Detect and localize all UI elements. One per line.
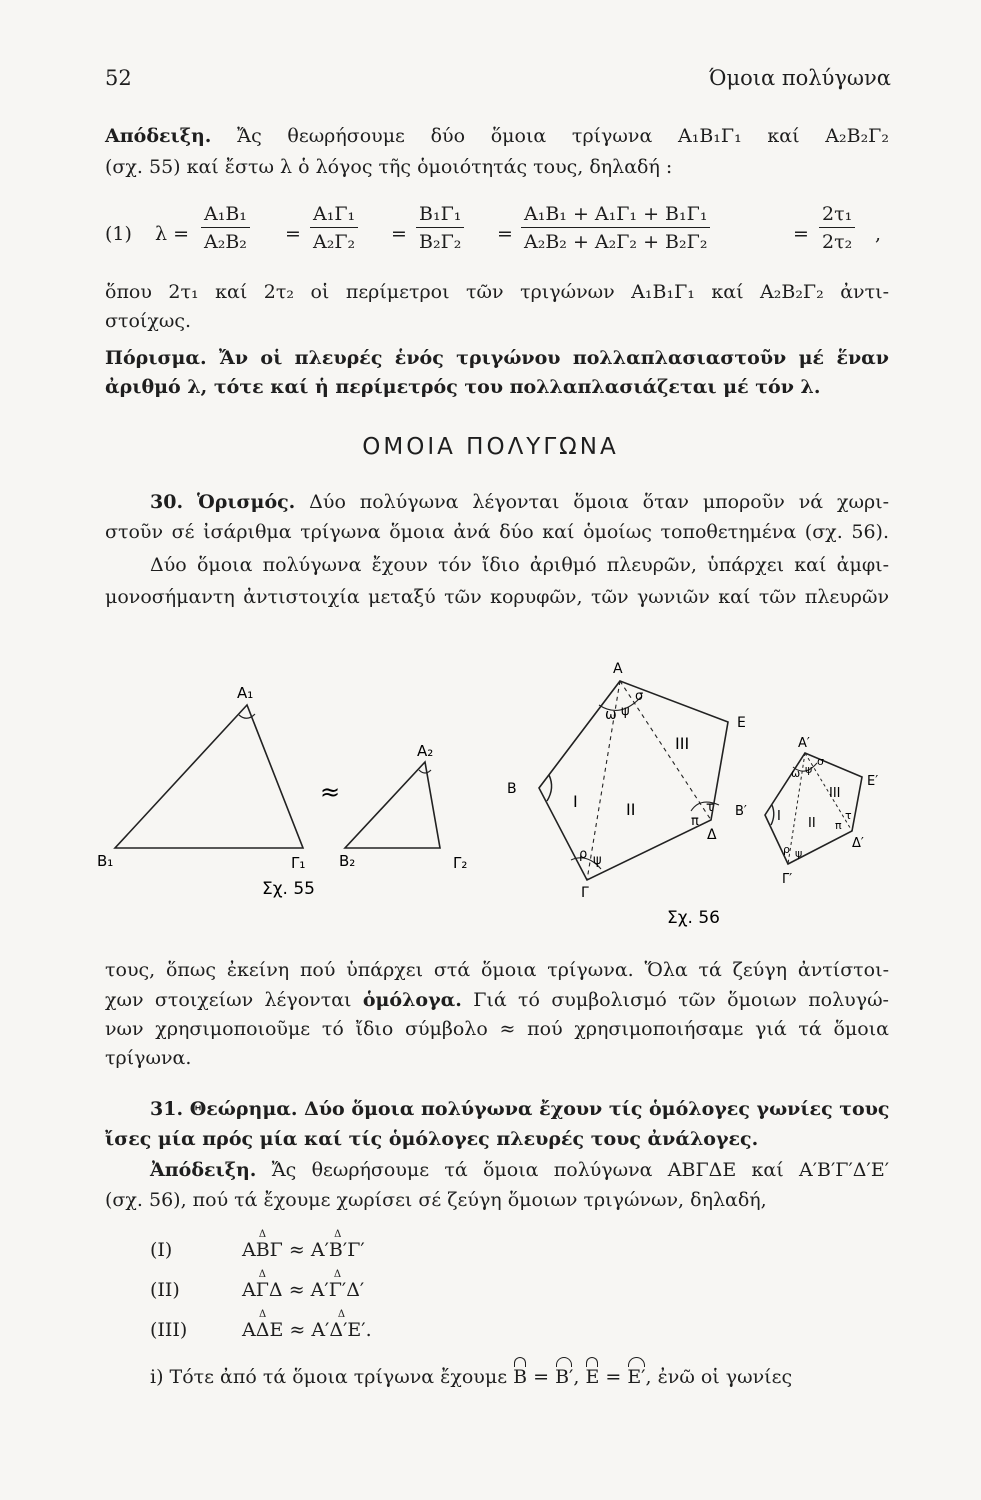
definition-text: Δύο πολύγωνα λέγονται ὅμοια ὅταν μποροῦν νά χωρι- xyxy=(309,491,889,513)
equals-sign: = xyxy=(285,223,301,245)
label-g1: Γ₁ xyxy=(291,854,306,872)
continuation-line3: νων χρησιμοποιοῦμε τό ἴδιο σύμβολο ≈ πού χρησιμοποιήσαμε γιά τά ὅμοια xyxy=(105,1018,889,1040)
angle-sigma: σ xyxy=(817,755,824,768)
continuation-line2: χων στοιχείων λέγονται ὁμόλογα. Γιά τό συμβολισμό τῶν ὅμοιων πολυγώ- xyxy=(105,989,889,1011)
fraction: $\frac{\text{Β₁Γ₁}}{\text{Β₂Γ₂}}$ xyxy=(416,203,464,253)
label-a1: Α₁ xyxy=(237,684,254,702)
proof2-label: Ἀπόδειξη. xyxy=(150,1159,257,1181)
continuation-line4: τρίγωνα. xyxy=(105,1047,192,1069)
angle-b: Β xyxy=(513,1366,528,1388)
angle-b-prime: Β′ xyxy=(555,1366,574,1388)
final-line: i) Τότε ἀπό τά ὅμοια τρίγωνα ἔχουμε Β = Β′, Ε = Ε′, ἐνῶ οἱ γωνίες xyxy=(150,1366,793,1388)
proof1-text: Ἄς θεωρήσουμε δύο ὅμοια τρίγωνα Α₁Β₁Γ₁ καί Α₂Β₂Γ₂ xyxy=(237,125,889,147)
proof1-line2: (σχ. 55) καί ἔστω λ ὁ λόγος τῆς ὁμοιότητάς τους, δηλαδή : xyxy=(105,156,673,178)
theorem-label: Θεώρημα. xyxy=(189,1098,298,1120)
label-e-prime: Ε′ xyxy=(867,774,879,789)
figure-56 xyxy=(495,655,895,935)
region-iii: ΙΙΙ xyxy=(675,734,690,753)
angle-arc xyxy=(547,775,552,801)
angle-arc xyxy=(691,802,719,811)
equals-sign: = xyxy=(497,223,513,245)
label-g-prime: Γ′ xyxy=(782,872,793,887)
region-i-prime: Ι xyxy=(777,809,781,824)
diagonal xyxy=(539,681,620,788)
equals-sign: = xyxy=(391,223,407,245)
label-d: Δ xyxy=(707,827,717,843)
label-g: Γ xyxy=(581,885,589,901)
definition-line1 xyxy=(150,490,889,514)
page-header xyxy=(105,66,891,96)
fraction: $\frac{\text{2τ₁}}{\text{2τ₂}}$ xyxy=(819,203,855,253)
similarity-sign: ≈ xyxy=(320,778,341,806)
label-e: Ε xyxy=(737,715,746,731)
angle-arc xyxy=(419,770,431,773)
after-formula-line2: στοίχως. xyxy=(105,310,192,332)
label-a-prime: Α′ xyxy=(798,736,810,751)
angle-rho: ρ xyxy=(579,847,588,862)
angle-psi: ψ xyxy=(621,704,630,719)
triangle-a1b1g1 xyxy=(115,705,303,848)
proof1-label: Απόδειξη. xyxy=(105,125,212,147)
angle-omega: ω xyxy=(605,707,617,723)
label-g2: Γ₂ xyxy=(453,854,468,872)
equals-sign: = xyxy=(793,223,809,245)
angle-tau: τ xyxy=(845,809,852,822)
formula-lambda: λ = xyxy=(155,223,190,245)
continuation-line1: τους, ὅπως ἐκείνη πού ὑπάρχει στά ὅμοια τρίγωνα. Ὅλα τά ζεύγη ἀντίστοι- xyxy=(105,959,889,981)
angle-rho: ρ xyxy=(783,843,790,856)
diagonal xyxy=(765,753,805,815)
definition-line3: Δύο ὅμοια πολύγωνα ἔχουν τόν ἴδιο ἀριθμό πλευρῶν, ὑπάρχει καί ἀμφι- xyxy=(150,554,889,576)
theorem-text: Δύο ὅμοια πολύγωνα ἔχουν τίς ὁμόλογες γωνίες τους xyxy=(304,1098,890,1120)
angle-arc xyxy=(771,805,774,825)
angle-psi: ψ xyxy=(593,853,602,868)
region-i: Ι xyxy=(573,792,578,811)
ratio-formula xyxy=(105,203,905,265)
fraction: $\frac{\text{Α₁Γ₁}}{\text{Α₂Γ₂}}$ xyxy=(310,203,358,253)
caption-fig55: Σχ. 55 xyxy=(262,879,316,899)
corollary-text: Ἄν οἱ πλευρές ἑνός τριγώνου πολλαπλασιαστοῦν μέ ἕναν xyxy=(219,347,889,369)
theorem-line2: ἴσες μία πρός μία καί τίς ὁμόλογες πλευρές τους ἀνάλογες. xyxy=(105,1128,759,1150)
proof2-text: Ἄς θεωρήσουμε τά ὅμοια πολύγωνα ΑΒΓΔΕ καί Α′Β′Γ′Δ′Ε′ xyxy=(271,1159,890,1181)
angle-tau: τ xyxy=(706,800,714,815)
definition-label: Ὁρισμός. xyxy=(196,491,296,513)
corollary-label: Πόρισμα. xyxy=(105,347,207,369)
label-b2: Β₂ xyxy=(339,852,356,870)
caption-fig56: Σχ. 56 xyxy=(667,908,721,928)
label-a: Α xyxy=(613,661,623,677)
term-omologa: ὁμόλογα. xyxy=(362,989,462,1011)
theorem-line1 xyxy=(150,1097,889,1121)
angle-e-prime: Ε′ xyxy=(627,1366,646,1388)
definition-line4: μονοσήμαντη ἀντιστοιχία μεταξύ τῶν κορυφῶν, τῶν γωνιῶν καί τῶν πλευρῶν xyxy=(105,586,889,608)
angle-pi: π xyxy=(691,814,699,829)
proof2-line1 xyxy=(150,1158,889,1182)
angle-omega: ω xyxy=(791,767,801,780)
label-d-prime: Δ′ xyxy=(852,836,864,851)
label-b1: Β₁ xyxy=(97,852,114,870)
label-b-prime: Β′ xyxy=(735,804,747,819)
polygon-abgde xyxy=(539,681,728,880)
after-formula-line1: ὅπου 2τ₁ καί 2τ₂ οἱ περίμετροι τῶν τριγώνων Α₁Β₁Γ₁ καί Α₂Β₂Γ₂ ἀντι- xyxy=(105,281,889,303)
region-ii-prime: ΙΙ xyxy=(808,816,816,831)
fraction: $\frac{\text{Α₁Β₁}}{\text{Α₂Β₂}}$ xyxy=(201,203,250,253)
formula-comma: , xyxy=(875,223,882,245)
angle-pi: π xyxy=(835,819,842,832)
fraction: $\frac{\text{Α₁Β₁ + Α₁Γ₁ + Β₁Γ₁}}{\text{Α₂Β₂ + Α₂Γ₂ + Β₂Γ₂}}$ xyxy=(521,203,710,253)
angle-e: Ε xyxy=(585,1366,600,1388)
theorem-number: 31. xyxy=(150,1098,184,1120)
proof1-line1 xyxy=(105,124,889,148)
angle-psi: ψ xyxy=(805,763,813,776)
definition-number: 30. xyxy=(150,491,184,513)
corollary-line1 xyxy=(105,346,889,370)
running-title: Όμοια πολύγωνα xyxy=(708,66,891,90)
proof2-line2: (σχ. 56), πού τά ἔχουμε χωρίσει σέ ζεύγη ὅμοιων τριγώνων, δηλαδή, xyxy=(105,1189,767,1211)
corollary-line2: ἀριθμό λ, τότε καί ἡ περίμετρός του πολλαπλασιάζεται μέ τόν λ. xyxy=(105,376,821,398)
similarity-i: (I) Δ ΑΒΓ ≈ Δ Α′Β′Γ′ xyxy=(150,1229,365,1261)
section-title: ΟΜΟΙΑ ΠΟΛΥΓΩΝΑ xyxy=(362,434,619,460)
angle-psi: ψ xyxy=(795,847,803,860)
label-a2: Α₂ xyxy=(417,742,434,760)
similarity-ii: (II) Δ ΑΓΔ ≈ Δ Α′Γ′Δ′ xyxy=(150,1269,365,1301)
definition-line2: στοῦν σέ ἰσάριθμα τρίγωνα ὅμοια ἀνά δύο καί ὁμοίως τοποθετημένα (σχ. 56). xyxy=(105,521,889,543)
triangle-a2b2g2 xyxy=(345,762,440,848)
label-b: Β xyxy=(507,781,517,797)
page-number: 52 xyxy=(105,66,132,90)
region-iii-prime: ΙΙΙ xyxy=(829,786,841,801)
similarity-iii: (III) Δ ΑΔΕ ≈ Δ Α′Δ′Ε′. xyxy=(150,1309,372,1341)
figure-55 xyxy=(95,670,495,900)
angle-sigma: σ xyxy=(635,689,644,704)
region-ii: ΙΙ xyxy=(626,800,636,819)
formula-label: (1) xyxy=(105,223,132,245)
